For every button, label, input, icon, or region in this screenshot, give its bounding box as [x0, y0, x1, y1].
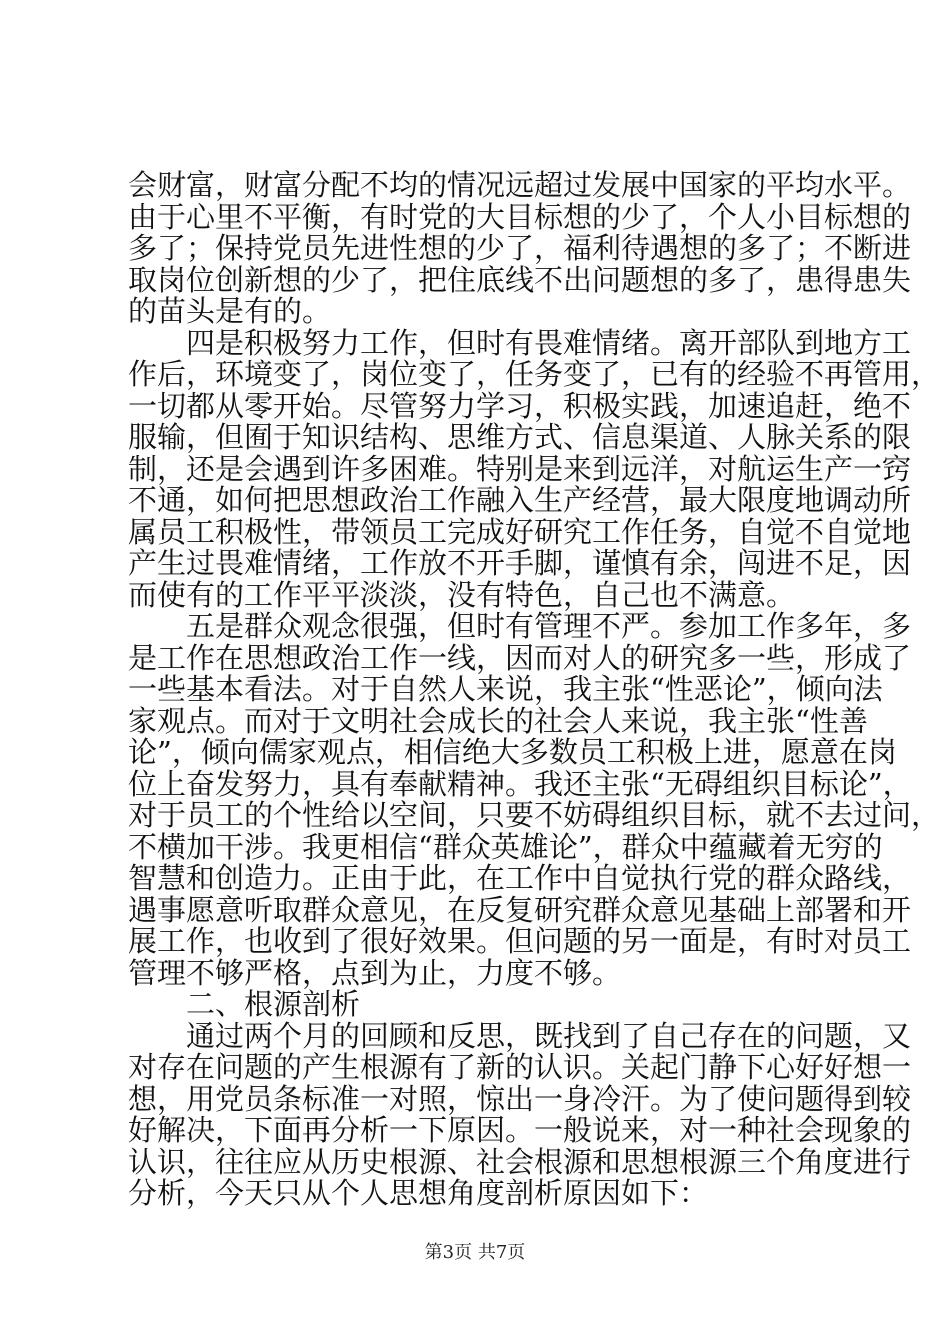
text-line: 而使有的工作平平淡淡，没有特色，自己也不满意。	[128, 577, 796, 612]
text-line: 遇事愿意听取群众意见，在反复研究群众意见基础上部署和开	[128, 892, 912, 927]
text-line: 是工作在思想政治工作一线，因而对人的研究多一些，形成了	[128, 640, 912, 675]
text-line: 想，用党员条标准一对照，惊出一身冷汗。为了使问题得到较	[128, 1081, 912, 1116]
paragraph-start-line: 通过两个月的回顾和反思，既找到了自己存在的问题，又	[186, 1018, 912, 1053]
document-body	[128, 168, 941, 1210]
text-line: 家观点。而对于文明社会成长的社会人来说，我主张“性善	[128, 703, 868, 738]
text-line: 制，还是会遇到许多困难。特别是来到远洋，对航运生产一窍	[128, 451, 912, 486]
text-line: 不横加干涉。我更相信“群众英雄论”，群众中蕴藏着无穷的	[128, 829, 883, 864]
text-line: 管理不够严格，点到为止，力度不够。	[128, 955, 622, 990]
text-line: 位上奋发努力，具有奉献精神。我还主张“无碍组织目标论”，	[128, 766, 912, 801]
section-heading: 二、根源剖析	[186, 987, 361, 1021]
text-line: 一些基本看法。对于自然人来说，我主张“性恶论”，倾向法	[128, 672, 883, 706]
paragraph-start-line: 四是积极努力工作，但时有畏难情绪。离开部队到地方工	[186, 325, 912, 360]
text-line: 分析，今天只从个人思想角度剖析原因如下：	[128, 1176, 709, 1210]
text-line: 属员工积极性，带领员工完成好研究工作任务，自觉不自觉地	[128, 514, 912, 549]
text-line: 论”，倾向儒家观点，相信绝大多数员工积极上进，愿意在岗	[128, 735, 897, 769]
text-line: 对存在问题的产生根源有了新的认识。关起门静下心好好想一	[128, 1050, 912, 1084]
text-line: 智慧和创造力。正由于此，在工作中自觉执行党的群众路线，	[128, 861, 912, 895]
text-line: 认识，往往应从历史根源、社会根源和思想根源三个角度进行	[128, 1144, 912, 1179]
text-line: 由于心里不平衡，有时党的大目标想的少了，个人小目标想的	[128, 199, 912, 234]
text-line: 对于员工的个性给以空间，只要不妨碍组织目标，就不去过问，	[128, 798, 941, 832]
text-line: 取岗位创新想的少了，把住底线不出问题想的多了，患得患失	[128, 262, 912, 297]
text-line: 服输，但囿于知识结构、思维方式、信息渠道、人脉关系的限	[128, 420, 912, 454]
text-line: 的苗头是有的。	[128, 294, 332, 328]
text-line: 好解决，下面再分析一下原因。一般说来，对一种社会现象的	[128, 1113, 912, 1147]
text-line: 产生过畏难情绪，工作放不开手脚，谨慎有余，闯进不足，因	[128, 546, 912, 580]
text-line: 作后，环境变了，岗位变了，任务变了，已有的经验不再管用，	[128, 357, 941, 391]
text-line: 一切都从零开始。尽管努力学习，积极实践，加速追赶，绝不	[128, 388, 912, 423]
paragraph-start-line: 五是群众观念很强，但时有管理不严。参加工作多年，多	[186, 609, 912, 643]
text-line: 展工作，也收到了很好效果。但问题的另一面是，有时对员工	[128, 924, 912, 958]
page-number-footer: 第3页 共7页	[424, 1242, 526, 1263]
text-line: 会财富，财富分配不均的情况远超过发展中国家的平均水平。	[128, 168, 912, 202]
text-line: 多了；保持党员先进性想的少了，福利待遇想的多了；不断进	[128, 231, 912, 265]
text-line: 不通，如何把思想政治工作融入生产经营，最大限度地调动所	[128, 483, 912, 517]
